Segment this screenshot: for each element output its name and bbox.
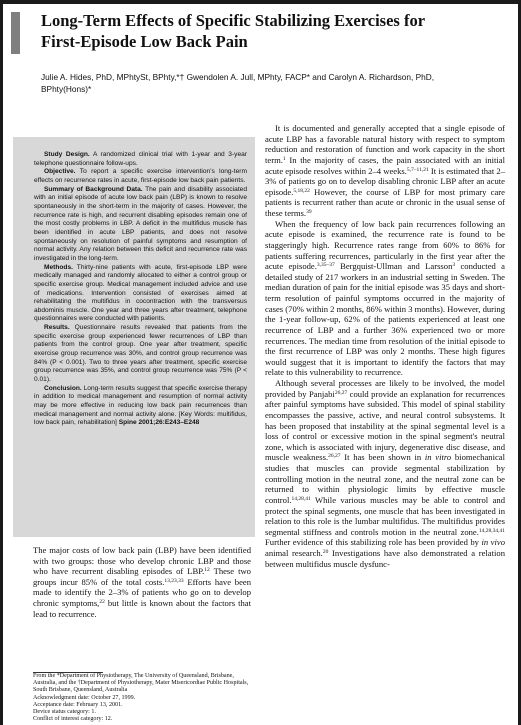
citation-ref: 1 <box>282 155 286 162</box>
abstract-box <box>13 137 255 537</box>
right-column-body <box>265 123 505 569</box>
footnotes <box>33 673 251 723</box>
abstract-methods <box>34 264 247 325</box>
title-accent-bar <box>11 12 20 54</box>
citation-ref: 22 <box>99 598 105 605</box>
page-left-border <box>0 0 3 725</box>
citation-ref: 20 <box>322 549 329 555</box>
body-text: Although several processes are likely to be involved, the model provided by Panjabi <box>265 378 505 399</box>
journal-citation: Spine 2001;26:E243–E248 <box>118 419 200 427</box>
citation-ref: 39 <box>306 209 312 215</box>
body-text: While various muscles may be able to control and protect the spinal segments, one muscle that has been investigated in relation to this role is the lumbar multifidus. The multifidus provides segmental stiffness and controls motion in the neutral zone. <box>265 494 505 537</box>
body-paragraph-2 <box>265 219 505 378</box>
author-list: Julie A. Hides, PhD, MPhtySt, BPhty,*† Gwendolen A. Jull, MPhty, FACP* and Carolyn A. Richardson, PhD, BPhty(Hons)* <box>41 72 435 94</box>
abstract-text: The pain and disability associated with an initial episode of acute low back pain (LBP) is known to resolve spontaneously in the short-term in the majority of cases. However, the recurrence rate is high, and recurrent disabling episodes remain one of the most costly problems in LBP. A deficit in the multifidus muscle has been identified in acute LBP patients, and does not resolve spontaneously on resolution of painful symptoms and resumption of normal activity. Any relation between this deficit and recurrence rate was investigated in the long-term. <box>34 185 247 262</box>
body-text: Efforts have been made to identify the 2–3% of patients who go on to develop chronic symptoms, <box>33 576 251 608</box>
body-text: The major costs of low back pain (LBP) have been identified with two groups: those who develop chronic LBP and those who have recurrent disabling episodes of LBP. <box>33 545 251 577</box>
body-paragraph-1 <box>265 123 505 219</box>
citation-ref: 26,27 <box>334 389 348 396</box>
body-text: These two groups incur 85% of the total costs. <box>33 566 251 587</box>
device-status: Device status category: 1. <box>33 709 96 716</box>
body-text: but little is known about the factors that lead to recurrence. <box>33 597 251 619</box>
abstract-text: Long-term results suggest that specific exercise therapy in addition to medical management and resumption of normal activity may be more effective in reducing low back pain recurrences than medical management and normal activity alone. [Key Words: multifidus, low back pain, rehabilitation] <box>34 384 247 427</box>
body-text: Investigations have also demonstrated a relation between multifidus muscle dysfunc- <box>265 548 505 569</box>
abstract-background <box>34 186 247 264</box>
body-text: However, the course of LBP for most primary care patients is recurrent rather than acute or chronic in the usual sense of these terms. <box>265 186 505 218</box>
body-text: Bergquist-Ullman and Larsson <box>334 261 453 272</box>
intro-paragraph-left <box>33 545 251 619</box>
abstract-conclusion <box>34 385 247 428</box>
italic-term: in vitro <box>424 452 452 463</box>
affiliation-note: From the *Department of Physiotherapy, The University of Queensland, Brisbane, Australia, and the †Department of Physiotherapy, Mater Misericordiae Public Hospitals, South Brisbane, Queensland, Australia <box>33 673 249 694</box>
acknowledgment-date: Acknowledgment date: October 27, 1999. <box>33 694 136 701</box>
abstract-objective <box>34 168 247 185</box>
body-text: It is documented and generally accepted that a single episode of acute LBP has a favorable natural history with respect to symptom reduction and restoration of function and work capacity in the short term. <box>265 123 505 165</box>
citation-ref: 5,18,22 <box>293 187 310 194</box>
citation-ref: 14,28,34,41 <box>478 527 505 534</box>
conflict-of-interest: Conflict of interest category: 12. <box>33 716 113 723</box>
abstract-text: To report a specific exercise intervention's long-term effects on recurrence rates in acute, first-episode low back pain patients. <box>34 168 247 184</box>
citation-ref: 3,35–37 <box>316 262 335 269</box>
abstract-label: Results. <box>44 324 70 332</box>
body-text: animal research. <box>265 548 323 558</box>
body-text: Further evidence of this stabilizing role has been provided by <box>265 537 482 548</box>
citation-ref: 5,7–11,21 <box>406 166 429 173</box>
abstract-label: Conclusion. <box>44 384 82 392</box>
article-title: Long-Term Effects of Specific Stabilizing Exercises for First-Episode Low Back Pain <box>41 11 425 51</box>
body-text: conducted a detailed study of 217 workers in an industrial setting in Sweden. The median duration of pain for the initial episode was 35 days and short-term resolution of painful symptoms occurred in the majority of cases (70% within 2 months, 86% within 3 months). However, during the 1-year follow-up, 62% of the patients experienced at least one recurrence of LBP and a further 36% experienced two or more recurrences. The median time from resolution of the initial episode to the first recurrence of LBP was only 2 months. These high figures would suggest that it is important to identify the factors that may relate to this vulnerability to recurrence. <box>265 261 506 378</box>
body-text: could provide an explanation for recurrences after painful symptoms have subsided. This model of spinal stability encompasses the passive, active, and neural control subsystems. It has been proposed that instability at the spinal segmental level is a loss of control or excessive motion in the spinal segment's neutral zone, which is associated with injury, degenerative disc disease, and muscle weakness. <box>265 388 505 463</box>
citation-ref: 13,23,33 <box>164 577 184 584</box>
body-text: biomechanical studies that muscles can provide segmental stabilization by controlling motion in the neutral zone, and the neutral zone can be returned to within physiologic limits by effective muscle control. <box>265 452 505 505</box>
body-text: When the frequency of low back pain recurrences following an acute episode is examined, the recurrence rate is found to be staggeringly high. Recurrence rates range from 60% to 86% for patients suffering recurrences, particularly in the first year after the acute episode. <box>265 218 505 272</box>
italic-term: in vivo <box>481 537 505 548</box>
abstract-results <box>34 324 247 385</box>
citation-ref: 14,28,41 <box>291 495 311 502</box>
citation-ref: 12 <box>204 567 210 574</box>
abstract-label: Study Design. <box>44 151 90 158</box>
citation-ref: 3 <box>452 262 456 269</box>
acceptance-date: Acceptance date: February 13, 2001. <box>33 701 123 708</box>
citation-ref: 26,27 <box>328 453 341 460</box>
abstract-label: Summary of Background Data. <box>44 185 143 193</box>
abstract-study-design <box>34 151 247 168</box>
body-paragraph-3 <box>265 378 505 569</box>
body-text: In the majority of cases, the pain associated with an initial acute episode resolves within 2–4 weeks. <box>265 154 505 176</box>
abstract-text: A randomized clinical trial with 1-year and 3-year telephone questionnaire follow-ups. <box>34 151 247 167</box>
body-text: It has been shown in <box>340 452 425 463</box>
abstract-label: Objective. <box>44 168 76 176</box>
abstract-label: Methods. <box>44 263 73 271</box>
body-text: It is estimated that 2–3% of patients go on to develop disabling chronic LBP after an acute episode. <box>265 165 506 197</box>
abstract-text: Questionnaire results revealed that patients from the specific exercise group experienced fewer recurrences of LBP than patients from the control group. One year after treatment, specific exercise group recurrence was 30%, and control group recurrence was 84% (P < 0.001). Two to three years after treatment, specific exercise group recurrence was 35%, and control group recurrence was 75% (P < 0.01). <box>34 324 247 384</box>
page-top-border <box>0 0 521 4</box>
abstract-text: Thirty-nine patients with acute, first-episode LBP were medically managed and randomly allocated to either a control group or specific exercise group. Medical management included advice and use of medications. Intervention consisted of exercises aimed at rehabilitating the multifidus in cocontraction with the transversus abdominis muscle. One year and three years after treatment, telephone questionnaires were conducted with patients. <box>34 263 247 323</box>
